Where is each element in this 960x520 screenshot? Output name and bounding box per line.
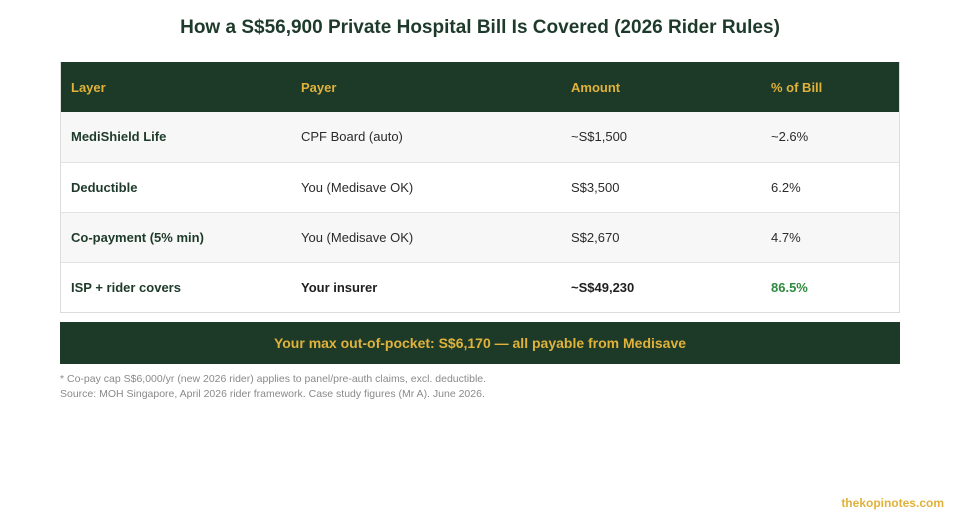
cell-layer: ISP + rider covers — [71, 279, 181, 295]
cell-percent: 6.2% — [771, 179, 801, 195]
table-row — [61, 162, 899, 212]
cell-layer: MediShield Life — [71, 129, 167, 145]
table-row — [61, 212, 899, 262]
table-row — [61, 112, 899, 162]
cell-payer: You (Medisave OK) — [301, 229, 414, 245]
cell-layer: Deductible — [71, 179, 138, 195]
cell-payer: Your insurer — [301, 279, 378, 295]
cell-amount: S$3,500 — [571, 179, 620, 195]
cell-layer: Co-payment (5% min) — [71, 229, 204, 245]
column-header-percent: % of Bill — [771, 79, 823, 95]
cell-percent: 86.5% — [771, 279, 808, 295]
cell-amount: S$2,670 — [571, 229, 620, 245]
cell-payer: You (Medisave OK) — [301, 179, 414, 195]
column-header-amount: Amount — [571, 79, 621, 95]
page-title: How a S$56,900 Private Hospital Bill Is Covered (2026 Rider Rules) — [180, 17, 780, 38]
out-of-pocket-banner: Your max out-of-pocket: S$6,170 — all payable from Medisave — [60, 322, 900, 364]
cell-amount: ~S$1,500 — [571, 129, 628, 145]
cell-percent: ~2.6% — [771, 129, 809, 145]
column-header-payer: Payer — [301, 79, 337, 95]
footnotes — [60, 372, 900, 402]
table-row-insurer — [61, 262, 899, 312]
table-header-row — [61, 62, 899, 112]
footnote-source: Source: MOH Singapore, April 2026 rider framework. Case study figures (Mr A). June 2026. — [60, 388, 485, 400]
coverage-table — [60, 62, 900, 313]
cell-payer: CPF Board (auto) — [301, 129, 403, 145]
cell-percent: 4.7% — [771, 229, 801, 245]
cell-amount: ~S$49,230 — [571, 279, 635, 295]
footnote-copay: * Co-pay cap S$6,000/yr (new 2026 rider) applies to panel/pre-auth claims, excl. deductible. — [60, 373, 487, 385]
column-header-layer: Layer — [71, 79, 106, 95]
site-watermark: thekopinotes.com — [841, 496, 944, 510]
